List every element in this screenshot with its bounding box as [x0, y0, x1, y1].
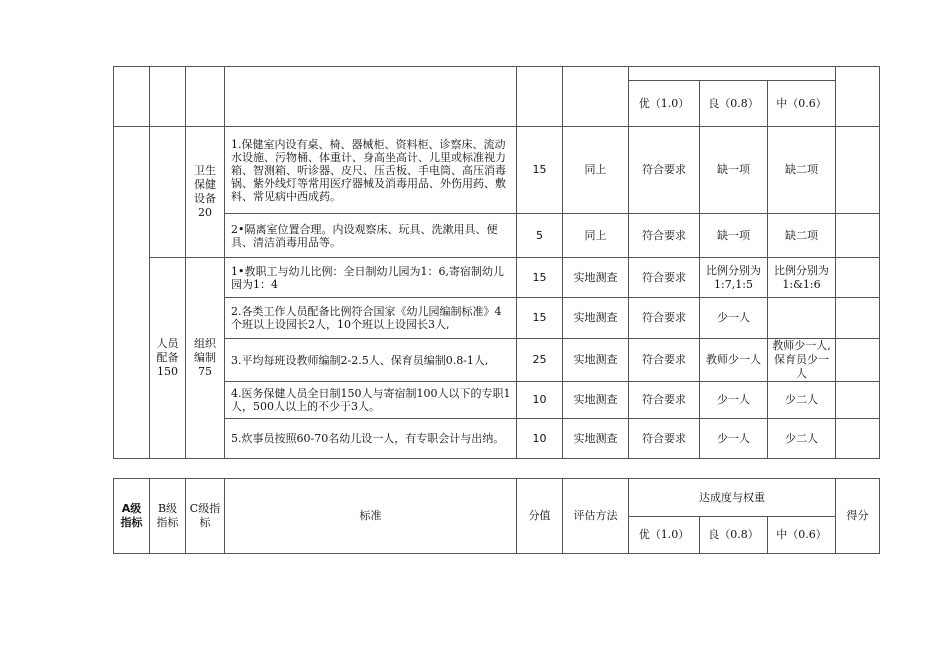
medium-cell: 少二人 [768, 419, 836, 459]
score-cell: 25 [517, 339, 563, 382]
medium-cell [768, 298, 836, 339]
standard-cell: 1.保健室内设有桌、椅、器械柜、资料柜、诊察床、流动水设施、污物桶、体重计、身高坐高计、儿里或标准视力箱、智测箱、听诊器、皮尺、压舌板、手电筒、高压消毒锅、紫外线灯等常用医疗器械及消毒用品、外伤用药、敷料、常见病中西成药。 [225, 127, 517, 214]
points-cell [836, 339, 880, 382]
excellent-cell: 符合要求 [629, 127, 700, 214]
header-blank-standard [225, 67, 517, 127]
header-table [113, 478, 880, 554]
method-header: 评估方法 [563, 479, 629, 554]
points-header: 得分 [836, 479, 880, 554]
standard-cell: 3.平均每班设教师编制2-2.5人、保育员编制0.8-1人, [225, 339, 517, 382]
achievement-header: 达成度与权重 [629, 479, 836, 517]
excellent-cell: 符合要求 [629, 298, 700, 339]
b-level-header: B级指标 [150, 479, 186, 554]
standard-header: 标准 [225, 479, 517, 554]
method-cell: 同上 [563, 214, 629, 258]
table-row [114, 298, 880, 339]
c-level-health-equipment: 卫生保健设备20 [186, 127, 225, 258]
grade-medium-header: 中（0.6） [768, 517, 836, 554]
score-cell: 15 [517, 298, 563, 339]
good-cell: 缺一项 [700, 127, 768, 214]
medium-cell: 缺二项 [768, 214, 836, 258]
header-blank-c [186, 67, 225, 127]
table-row [114, 258, 880, 298]
c-level-header: C级指标 [186, 479, 225, 554]
header-blank-points [836, 67, 880, 127]
excellent-cell: 符合要求 [629, 382, 700, 419]
header-blank-score [517, 67, 563, 127]
excellent-cell: 符合要求 [629, 339, 700, 382]
good-cell: 比例分别为1:7,1:5 [700, 258, 768, 298]
score-cell: 5 [517, 214, 563, 258]
standard-cell: 1•教职工与幼儿比例：全日制幼儿园为1：6,寄宿制幼儿园为1：4 [225, 258, 517, 298]
header-blank-achievement [629, 67, 836, 81]
method-cell: 实地测查 [563, 419, 629, 459]
good-cell: 少一人 [700, 298, 768, 339]
a-level-cell [114, 127, 150, 459]
points-cell [836, 382, 880, 419]
points-cell [836, 127, 880, 214]
score-header: 分值 [517, 479, 563, 554]
points-cell [836, 258, 880, 298]
b-level-staffing: 人员配备150 [150, 258, 186, 459]
b-level-cell [150, 127, 186, 258]
header-blank-method [563, 67, 629, 127]
grade-good-header: 良（0.8） [700, 81, 768, 127]
excellent-cell: 符合要求 [629, 214, 700, 258]
standard-cell: 2•隔离室位置合理。内设观察床、玩具、洗漱用具、便具、清洁消毒用品等。 [225, 214, 517, 258]
method-cell: 同上 [563, 127, 629, 214]
grade-excellent-header: 优（1.0） [629, 81, 700, 127]
score-cell: 15 [517, 127, 563, 214]
table-row [114, 419, 880, 459]
table-row [114, 214, 880, 258]
a-level-header: A级指标 [114, 479, 150, 554]
standard-cell: 4.医务保健人员全日制150人与寄宿制100人以下的专职1人，500人以上的不少于3人。 [225, 382, 517, 419]
grade-medium-header: 中（0.6） [768, 81, 836, 127]
good-cell: 缺一项 [700, 214, 768, 258]
excellent-cell: 符合要求 [629, 419, 700, 459]
medium-cell: 少二人 [768, 382, 836, 419]
good-cell: 教师少一人 [700, 339, 768, 382]
score-cell: 10 [517, 382, 563, 419]
excellent-cell: 符合要求 [629, 258, 700, 298]
grade-good-header: 良（0.8） [700, 517, 768, 554]
table-row [114, 382, 880, 419]
header-row-upper [114, 67, 880, 81]
score-cell: 10 [517, 419, 563, 459]
score-cell: 15 [517, 258, 563, 298]
header-row-upper [114, 479, 880, 517]
standard-cell: 5.炊事员按照60-70名幼儿设一人，有专职会计与出纳。 [225, 419, 517, 459]
good-cell: 少一人 [700, 382, 768, 419]
method-cell: 实地测查 [563, 258, 629, 298]
points-cell [836, 214, 880, 258]
method-cell: 实地测查 [563, 298, 629, 339]
medium-cell: 缺二项 [768, 127, 836, 214]
good-cell: 少一人 [700, 419, 768, 459]
c-level-organization: 组织编制75 [186, 258, 225, 459]
method-cell: 实地测查 [563, 339, 629, 382]
grade-excellent-header: 优（1.0） [629, 517, 700, 554]
method-cell: 实地测查 [563, 382, 629, 419]
table-row [114, 339, 880, 382]
table-row [114, 127, 880, 214]
medium-cell: 比例分别为1:&1:6 [768, 258, 836, 298]
header-blank-a [114, 67, 150, 127]
evaluation-table [113, 66, 880, 459]
points-cell [836, 298, 880, 339]
medium-cell: 教师少一人,保育员少一人 [768, 339, 836, 382]
standard-cell: 2.各类工作人员配备比例符合国家《幼儿园编制标准》4个班以上设园长2人，10个班以上设园长3人, [225, 298, 517, 339]
header-blank-b [150, 67, 186, 127]
points-cell [836, 419, 880, 459]
